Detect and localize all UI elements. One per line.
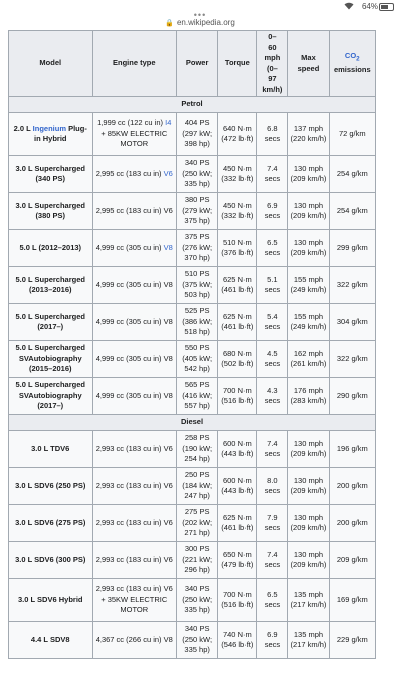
cell-power-power: 340 PS (250 kW; 335 hp) xyxy=(182,158,213,189)
cell-model xyxy=(9,378,93,415)
table-row xyxy=(9,156,376,193)
cell-power xyxy=(177,468,218,505)
cell-model-model-pre: 3.0 L SDV6 (300 PS) xyxy=(15,554,86,564)
cell-max-speed-speed: 176 mph (283 km/h) xyxy=(290,385,327,405)
cell-torque xyxy=(218,193,257,230)
cell-torque-torque: 450 N·m (332 lb·ft) xyxy=(221,163,254,183)
cell-engine xyxy=(92,622,177,659)
cell-power xyxy=(177,193,218,230)
cell-model xyxy=(9,230,93,267)
cell-torque-torque: 450 N·m (332 lb·ft) xyxy=(221,200,254,220)
table-row xyxy=(9,579,376,622)
table-row xyxy=(9,622,376,659)
cell-power-power: 275 PS (202 kW; 271 hp) xyxy=(182,507,213,538)
battery-icon xyxy=(379,3,394,11)
cell-max-speed-speed: 137 mph (220 km/h) xyxy=(290,123,327,143)
cell-co2 xyxy=(329,468,375,505)
cell-engine-engine-link[interactable]: V8 xyxy=(163,242,173,252)
cell-torque-torque: 740 N·m (546 lb·ft) xyxy=(221,629,254,649)
cell-acceleration xyxy=(257,341,288,378)
cell-acceleration-accel: 6.5 secs xyxy=(264,237,281,257)
cell-model-model-pre: 3.0 L TDV6 xyxy=(31,443,70,453)
cell-engine xyxy=(92,468,177,505)
cell-model-model-pre: 2.0 L xyxy=(13,123,33,133)
cell-co2 xyxy=(329,156,375,193)
cell-model xyxy=(9,579,93,622)
cell-torque xyxy=(218,156,257,193)
cell-engine-engine-pre: 1,999 cc (122 cu in) xyxy=(97,118,166,128)
cell-co2-co2: 304 g/km xyxy=(336,316,368,326)
cell-max-speed xyxy=(288,378,329,415)
cell-engine-engine-pre: 4,999 cc (305 cu in) V8 xyxy=(95,316,173,326)
table-row xyxy=(9,230,376,267)
cell-max-speed xyxy=(288,622,329,659)
table-row xyxy=(9,193,376,230)
section-label: Petrol xyxy=(9,97,376,113)
cell-engine xyxy=(92,378,177,415)
table-row xyxy=(9,542,376,579)
cell-max-speed-speed: 130 mph (209 km/h) xyxy=(290,512,327,532)
cell-torque xyxy=(218,468,257,505)
header-acceleration[interactable] xyxy=(257,31,288,97)
cell-co2-co2: 229 g/km xyxy=(336,634,368,644)
cell-max-speed xyxy=(288,113,329,156)
cell-engine-engine-link[interactable]: V6 xyxy=(163,168,173,178)
engine-specs-table xyxy=(8,30,376,659)
cell-power-power: 380 PS (279 kW; 375 hp) xyxy=(182,195,213,226)
cell-engine xyxy=(92,267,177,304)
cell-torque xyxy=(218,378,257,415)
cell-model xyxy=(9,505,93,542)
cell-co2 xyxy=(329,579,375,622)
cell-engine-engine-pre: 2,995 cc (183 cu in) xyxy=(95,168,164,178)
cell-model xyxy=(9,622,93,659)
cell-model xyxy=(9,304,93,341)
cell-model xyxy=(9,341,93,378)
table-row xyxy=(9,431,376,468)
cell-max-speed xyxy=(288,304,329,341)
battery-percentage: 64% xyxy=(361,2,378,11)
cell-torque-torque: 600 N·m (443 lb·ft) xyxy=(221,438,254,458)
cell-max-speed xyxy=(288,156,329,193)
cell-torque xyxy=(218,267,257,304)
cell-max-speed-speed: 155 mph (249 km/h) xyxy=(290,274,327,294)
cell-max-speed-speed: 162 mph (261 km/h) xyxy=(290,348,327,368)
cell-torque xyxy=(218,341,257,378)
cell-acceleration-accel: 6.5 secs xyxy=(264,589,281,609)
cell-co2 xyxy=(329,542,375,579)
cell-engine-engine-pre: 2,993 cc (183 cu in) V6 xyxy=(95,443,173,453)
cell-acceleration xyxy=(257,542,288,579)
cell-power xyxy=(177,304,218,341)
cell-acceleration-accel: 7.4 secs xyxy=(264,163,281,183)
cell-torque xyxy=(218,622,257,659)
cell-power-power: 525 PS (386 kW; 518 hp) xyxy=(182,306,213,337)
cell-engine xyxy=(92,304,177,341)
cell-max-speed xyxy=(288,542,329,579)
cell-engine-engine-post: + 85KW ELECTRIC MOTOR xyxy=(101,128,168,149)
cell-torque-torque: 680 N·m (502 lb·ft) xyxy=(221,348,254,368)
cell-co2 xyxy=(329,230,375,267)
lock-icon: 🔒 xyxy=(165,20,174,27)
cell-acceleration-accel: 8.0 secs xyxy=(264,475,281,495)
cell-acceleration-accel: 6.9 secs xyxy=(264,200,281,220)
cell-torque xyxy=(218,431,257,468)
co2-subscript: 2 xyxy=(356,55,360,63)
cell-torque-torque: 510 N·m (376 lb·ft) xyxy=(221,237,254,257)
cell-max-speed-speed: 130 mph (209 km/h) xyxy=(290,237,327,257)
cell-model xyxy=(9,542,93,579)
co2-prefix: CO xyxy=(344,51,357,61)
cell-co2 xyxy=(329,341,375,378)
header-model[interactable]: Model xyxy=(9,31,93,97)
table-row xyxy=(9,267,376,304)
cell-acceleration-accel: 6.8 secs xyxy=(264,123,281,143)
cell-acceleration-accel: 6.9 secs xyxy=(264,629,281,649)
cell-max-speed xyxy=(288,230,329,267)
table-header-row xyxy=(9,31,376,97)
cell-engine-engine-pre: 4,367 cc (266 cu in) V8 xyxy=(95,634,173,644)
cell-power xyxy=(177,505,218,542)
header-power[interactable]: Power xyxy=(177,31,218,97)
cell-engine-engine-pre: 2,993 cc (183 cu in) V6 xyxy=(95,554,173,564)
table-row xyxy=(9,304,376,341)
cell-model xyxy=(9,468,93,505)
cell-co2 xyxy=(329,505,375,542)
cell-co2-co2: 169 g/km xyxy=(336,594,368,604)
cell-torque xyxy=(218,579,257,622)
cell-engine-engine-pre: 4,999 cc (305 cu in) V8 xyxy=(95,390,173,400)
cell-model-model-pre: 3.0 L Supercharged (340 PS) xyxy=(15,163,85,183)
cell-torque xyxy=(218,113,257,156)
cell-acceleration xyxy=(257,468,288,505)
cell-model-model-pre: 3.0 L Supercharged (380 PS) xyxy=(15,200,85,220)
more-dots-icon[interactable]: ••• xyxy=(193,10,207,20)
cell-max-speed xyxy=(288,468,329,505)
cell-max-speed-speed: 155 mph (249 km/h) xyxy=(290,311,327,331)
cell-acceleration xyxy=(257,579,288,622)
header-accel-line2: 60 mph xyxy=(264,42,281,62)
cell-model-model-pre: 3.0 L SDV6 (250 PS) xyxy=(15,480,86,490)
cell-co2-co2: 290 g/km xyxy=(336,390,368,400)
cell-co2-co2: 209 g/km xyxy=(336,554,368,564)
cell-power xyxy=(177,431,218,468)
header-engine-type[interactable]: Engine type xyxy=(92,31,177,97)
cell-acceleration xyxy=(257,267,288,304)
cell-engine-engine-pre: 2,995 cc (183 cu in) V6 xyxy=(95,205,173,215)
cell-acceleration xyxy=(257,505,288,542)
cell-co2-co2: 322 g/km xyxy=(336,353,368,363)
cell-max-speed-speed: 130 mph (209 km/h) xyxy=(290,163,327,183)
cell-acceleration-accel: 4.5 secs xyxy=(264,348,281,368)
cell-max-speed-speed: 135 mph (217 km/h) xyxy=(290,589,327,609)
table-row xyxy=(9,113,376,156)
cell-power-power: 340 PS (250 kW; 335 hp) xyxy=(182,624,213,655)
cell-torque-torque: 700 N·m (516 lb·ft) xyxy=(221,589,254,609)
cell-engine xyxy=(92,505,177,542)
cell-co2 xyxy=(329,113,375,156)
cell-acceleration-accel: 7.4 secs xyxy=(264,549,281,569)
cell-model xyxy=(9,267,93,304)
header-max-speed[interactable]: Max speed xyxy=(288,31,329,97)
cell-acceleration xyxy=(257,230,288,267)
cell-engine-engine-link[interactable]: I4 xyxy=(165,118,172,128)
battery-level-fill xyxy=(381,5,388,9)
cell-torque-torque: 650 N·m (479 lb·ft) xyxy=(221,549,254,569)
cell-co2 xyxy=(329,378,375,415)
table-row xyxy=(9,378,376,415)
cell-acceleration xyxy=(257,304,288,341)
cell-acceleration-accel: 7.4 secs xyxy=(264,438,281,458)
cell-power xyxy=(177,378,218,415)
cell-max-speed-speed: 135 mph (217 km/h) xyxy=(290,629,327,649)
cell-torque-torque: 625 N·m (461 lb·ft) xyxy=(221,512,254,532)
cell-power xyxy=(177,341,218,378)
cell-engine-engine-pre: 4,999 cc (305 cu in) V8 xyxy=(95,353,173,363)
cell-power xyxy=(177,156,218,193)
cell-torque-torque: 625 N·m (461 lb·ft) xyxy=(221,311,254,331)
section-header-row xyxy=(9,97,376,113)
cell-co2-co2: 196 g/km xyxy=(336,443,368,453)
table-body xyxy=(9,97,376,659)
cell-engine xyxy=(92,341,177,378)
cell-co2-co2: 254 g/km xyxy=(336,205,368,215)
header-torque[interactable]: Torque xyxy=(218,31,257,97)
cell-max-speed xyxy=(288,579,329,622)
cell-max-speed xyxy=(288,267,329,304)
cell-max-speed-speed: 130 mph (209 km/h) xyxy=(290,475,327,495)
cell-model-model-pre: 5.0 L Supercharged (2013–2016) xyxy=(15,274,85,294)
cell-max-speed xyxy=(288,431,329,468)
cell-engine-engine-pre: 2,993 cc (183 cu in) V6 xyxy=(95,517,173,527)
cell-torque-torque: 640 N·m (472 lb·ft) xyxy=(221,123,254,143)
header-accel-line4: 97 km/h) xyxy=(262,74,283,94)
cell-power-power: 375 PS (276 kW; 370 hp) xyxy=(182,232,213,263)
cell-co2 xyxy=(329,267,375,304)
cell-model-model-pre: 5.0 L Supercharged SVAutobiography (2015–2016) xyxy=(15,343,85,374)
cell-co2-co2: 254 g/km xyxy=(336,168,368,178)
header-accel-line1: 0– xyxy=(268,32,277,41)
cell-co2-co2: 72 g/km xyxy=(338,128,366,138)
url-text: en.wikipedia.org xyxy=(176,18,235,27)
cell-acceleration-accel: 5.1 secs xyxy=(264,274,281,294)
cell-model xyxy=(9,193,93,230)
cell-torque xyxy=(218,304,257,341)
cell-power-power: 300 PS (221 kW; 296 hp) xyxy=(182,544,213,575)
cell-max-speed xyxy=(288,505,329,542)
cell-torque xyxy=(218,505,257,542)
co2-suffix: emissions xyxy=(333,65,371,75)
specs-table-container xyxy=(8,30,376,659)
table-row xyxy=(9,341,376,378)
cell-power xyxy=(177,622,218,659)
cell-co2 xyxy=(329,622,375,659)
cell-model-model-pre: 5.0 L (2012–2013) xyxy=(19,242,82,252)
cell-engine-engine-pre: 2,993 cc (183 cu in) V6 + 35KW ELECTRIC MOTOR xyxy=(95,584,173,615)
cell-max-speed xyxy=(288,341,329,378)
cell-acceleration-accel: 4.3 secs xyxy=(264,385,281,405)
cell-max-speed-speed: 130 mph (209 km/h) xyxy=(290,200,327,220)
cell-acceleration xyxy=(257,431,288,468)
cell-power xyxy=(177,542,218,579)
cell-power xyxy=(177,230,218,267)
cell-engine xyxy=(92,230,177,267)
cell-acceleration xyxy=(257,622,288,659)
cell-torque-torque: 625 N·m (461 lb·ft) xyxy=(221,274,254,294)
cell-acceleration-accel: 5.4 secs xyxy=(264,311,281,331)
cell-acceleration-accel: 7.9 secs xyxy=(264,512,281,532)
cell-engine xyxy=(92,156,177,193)
cell-engine xyxy=(92,542,177,579)
cell-power-power: 250 PS (184 kW; 247 hp) xyxy=(182,470,213,501)
cell-co2-co2: 299 g/km xyxy=(336,242,368,252)
cell-engine xyxy=(92,193,177,230)
co2-link[interactable] xyxy=(344,51,360,63)
cell-co2-co2: 200 g/km xyxy=(336,517,368,527)
wifi-icon xyxy=(344,2,354,12)
cell-model xyxy=(9,156,93,193)
cell-engine xyxy=(92,579,177,622)
cell-model-model-pre: 3.0 L SDV6 Hybrid xyxy=(18,594,83,604)
cell-power xyxy=(177,267,218,304)
cell-power xyxy=(177,579,218,622)
cell-engine xyxy=(92,113,177,156)
cell-power-power: 510 PS (375 kW; 503 hp) xyxy=(182,269,213,300)
cell-acceleration xyxy=(257,156,288,193)
cell-model-model-link[interactable]: Ingenium xyxy=(32,123,67,133)
cell-co2 xyxy=(329,431,375,468)
cell-co2 xyxy=(329,193,375,230)
section-label: Diesel xyxy=(9,415,376,431)
address-bar[interactable] xyxy=(0,12,400,30)
cell-model-model-pre: 3.0 L SDV6 (275 PS) xyxy=(15,517,86,527)
table-row xyxy=(9,505,376,542)
table-row xyxy=(9,468,376,505)
cell-torque xyxy=(218,230,257,267)
cell-torque-torque: 700 N·m (516 lb·ft) xyxy=(221,385,254,405)
cell-max-speed xyxy=(288,193,329,230)
cell-model-model-pre: 5.0 L Supercharged (2017–) xyxy=(15,311,85,331)
cell-power-power: 565 PS (416 kW; 557 hp) xyxy=(182,380,213,411)
cell-engine-engine-pre: 4,999 cc (305 cu in) V8 xyxy=(95,279,173,289)
cell-power-power: 340 PS (250 kW; 335 hp) xyxy=(182,584,213,615)
header-co2-emissions[interactable] xyxy=(329,31,375,97)
cell-torque-torque: 600 N·m (443 lb·ft) xyxy=(221,475,254,495)
cell-power-power: 258 PS (190 kW; 254 hp) xyxy=(182,433,213,464)
cell-co2-co2: 200 g/km xyxy=(336,480,368,490)
cell-power xyxy=(177,113,218,156)
cell-engine-engine-pre: 4,999 cc (305 cu in) xyxy=(95,242,164,252)
cell-model xyxy=(9,113,93,156)
cell-torque xyxy=(218,542,257,579)
cell-co2-co2: 322 g/km xyxy=(336,279,368,289)
cell-max-speed-speed: 130 mph (209 km/h) xyxy=(290,438,327,458)
cell-acceleration xyxy=(257,113,288,156)
cell-model-model-pre: 4.4 L SDV8 xyxy=(30,634,70,644)
cell-acceleration xyxy=(257,193,288,230)
cell-model-model-pre: 5.0 L Supercharged SVAutobiography (2017–) xyxy=(15,380,85,411)
cell-engine xyxy=(92,431,177,468)
header-accel-line3: (0– xyxy=(266,63,278,73)
cell-max-speed-speed: 130 mph (209 km/h) xyxy=(290,549,327,569)
cell-power-power: 550 PS (405 kW; 542 hp) xyxy=(182,343,213,374)
cell-power-power: 404 PS (297 kW; 398 hp) xyxy=(182,118,213,149)
cell-engine-engine-pre: 2,993 cc (183 cu in) V6 xyxy=(95,480,173,490)
cell-co2 xyxy=(329,304,375,341)
cell-acceleration xyxy=(257,378,288,415)
section-header-row xyxy=(9,415,376,431)
cell-model-model-post: Plug-in Hybrid xyxy=(33,123,87,143)
cell-model xyxy=(9,431,93,468)
